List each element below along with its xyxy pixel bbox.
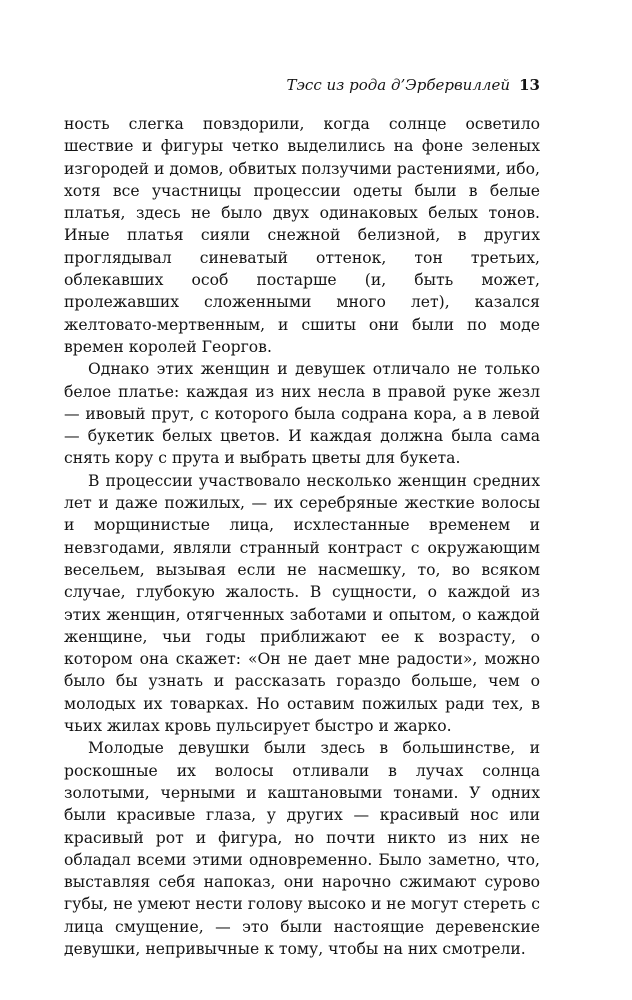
body-text xyxy=(64,113,540,960)
paragraph-continuation: ность слегка повздорили, когда солнце осветило шествие и фигуры четко выделились на фоне зеленых изгородей и домов, обвитых ползучими растениями, ибо, хотя все участницы процессии одеты были в белые платья, здесь не было двух одинаковых белых тонов. Иные платья сияли снежной белизной, в других проглядывал синеватый оттенок, тон третьих, облекавших особ постарше (и, быть может, пролежавших сложенными много лет), казался желтовато-мертвенным, и сшиты они были по моде времен королей Георгов. xyxy=(64,115,540,356)
running-title: Тэсс из рода д’Эрбервиллей xyxy=(286,76,510,94)
paragraph: Однако этих женщин и девушек отличало не только белое платье: каждая из них несла в правой руке жезл — ивовый прут, с которого была содрана кора, а в левой — букетик белых цветов. И каждая должна была сама снять кору с прута и выбрать цветы для букета. xyxy=(64,360,540,468)
paragraph: В процессии участвовало несколько женщин средних лет и даже пожилых, — их серебряные жесткие волосы и морщинистые лица, исхлестанные временем и невзгодами, являли странный контраст с окружающим весельем, вызывая если не насмешку, то, во всяком случае, глубокую жалость. В сущности, о каждой из этих женщин, отягченных заботами и опытом, о каждой женщине, чьи годы приближают ее к возрасту, о котором она скажет: «Он не дает мне радости», можно было бы узнать и рассказать гораздо больше, чем о молодых их товарках. Но оставим пожилых ради тех, в чьих жилах кровь пульсирует быстро и жарко. xyxy=(64,471,540,736)
paragraph: Молодые девушки были здесь в большинстве, и роскошные их волосы отливали в лучах солнца золотыми, черными и каштановыми тонами. У одних были красивые глаза, у других — красивый нос или красивый рот и фигура, но почти никто из них не обладал всеми этими одновременно. Было заметно, что, выставляя себя напоказ, они нарочно сжимают сурово губы, не умеют нести голову высоко и не могут стереть с лица смущение, — это были настоящие деревенские девушки, непривычные к тому, чтобы на них смотрели. xyxy=(64,739,540,958)
page-number: 13 xyxy=(519,76,540,94)
running-head xyxy=(64,74,540,100)
